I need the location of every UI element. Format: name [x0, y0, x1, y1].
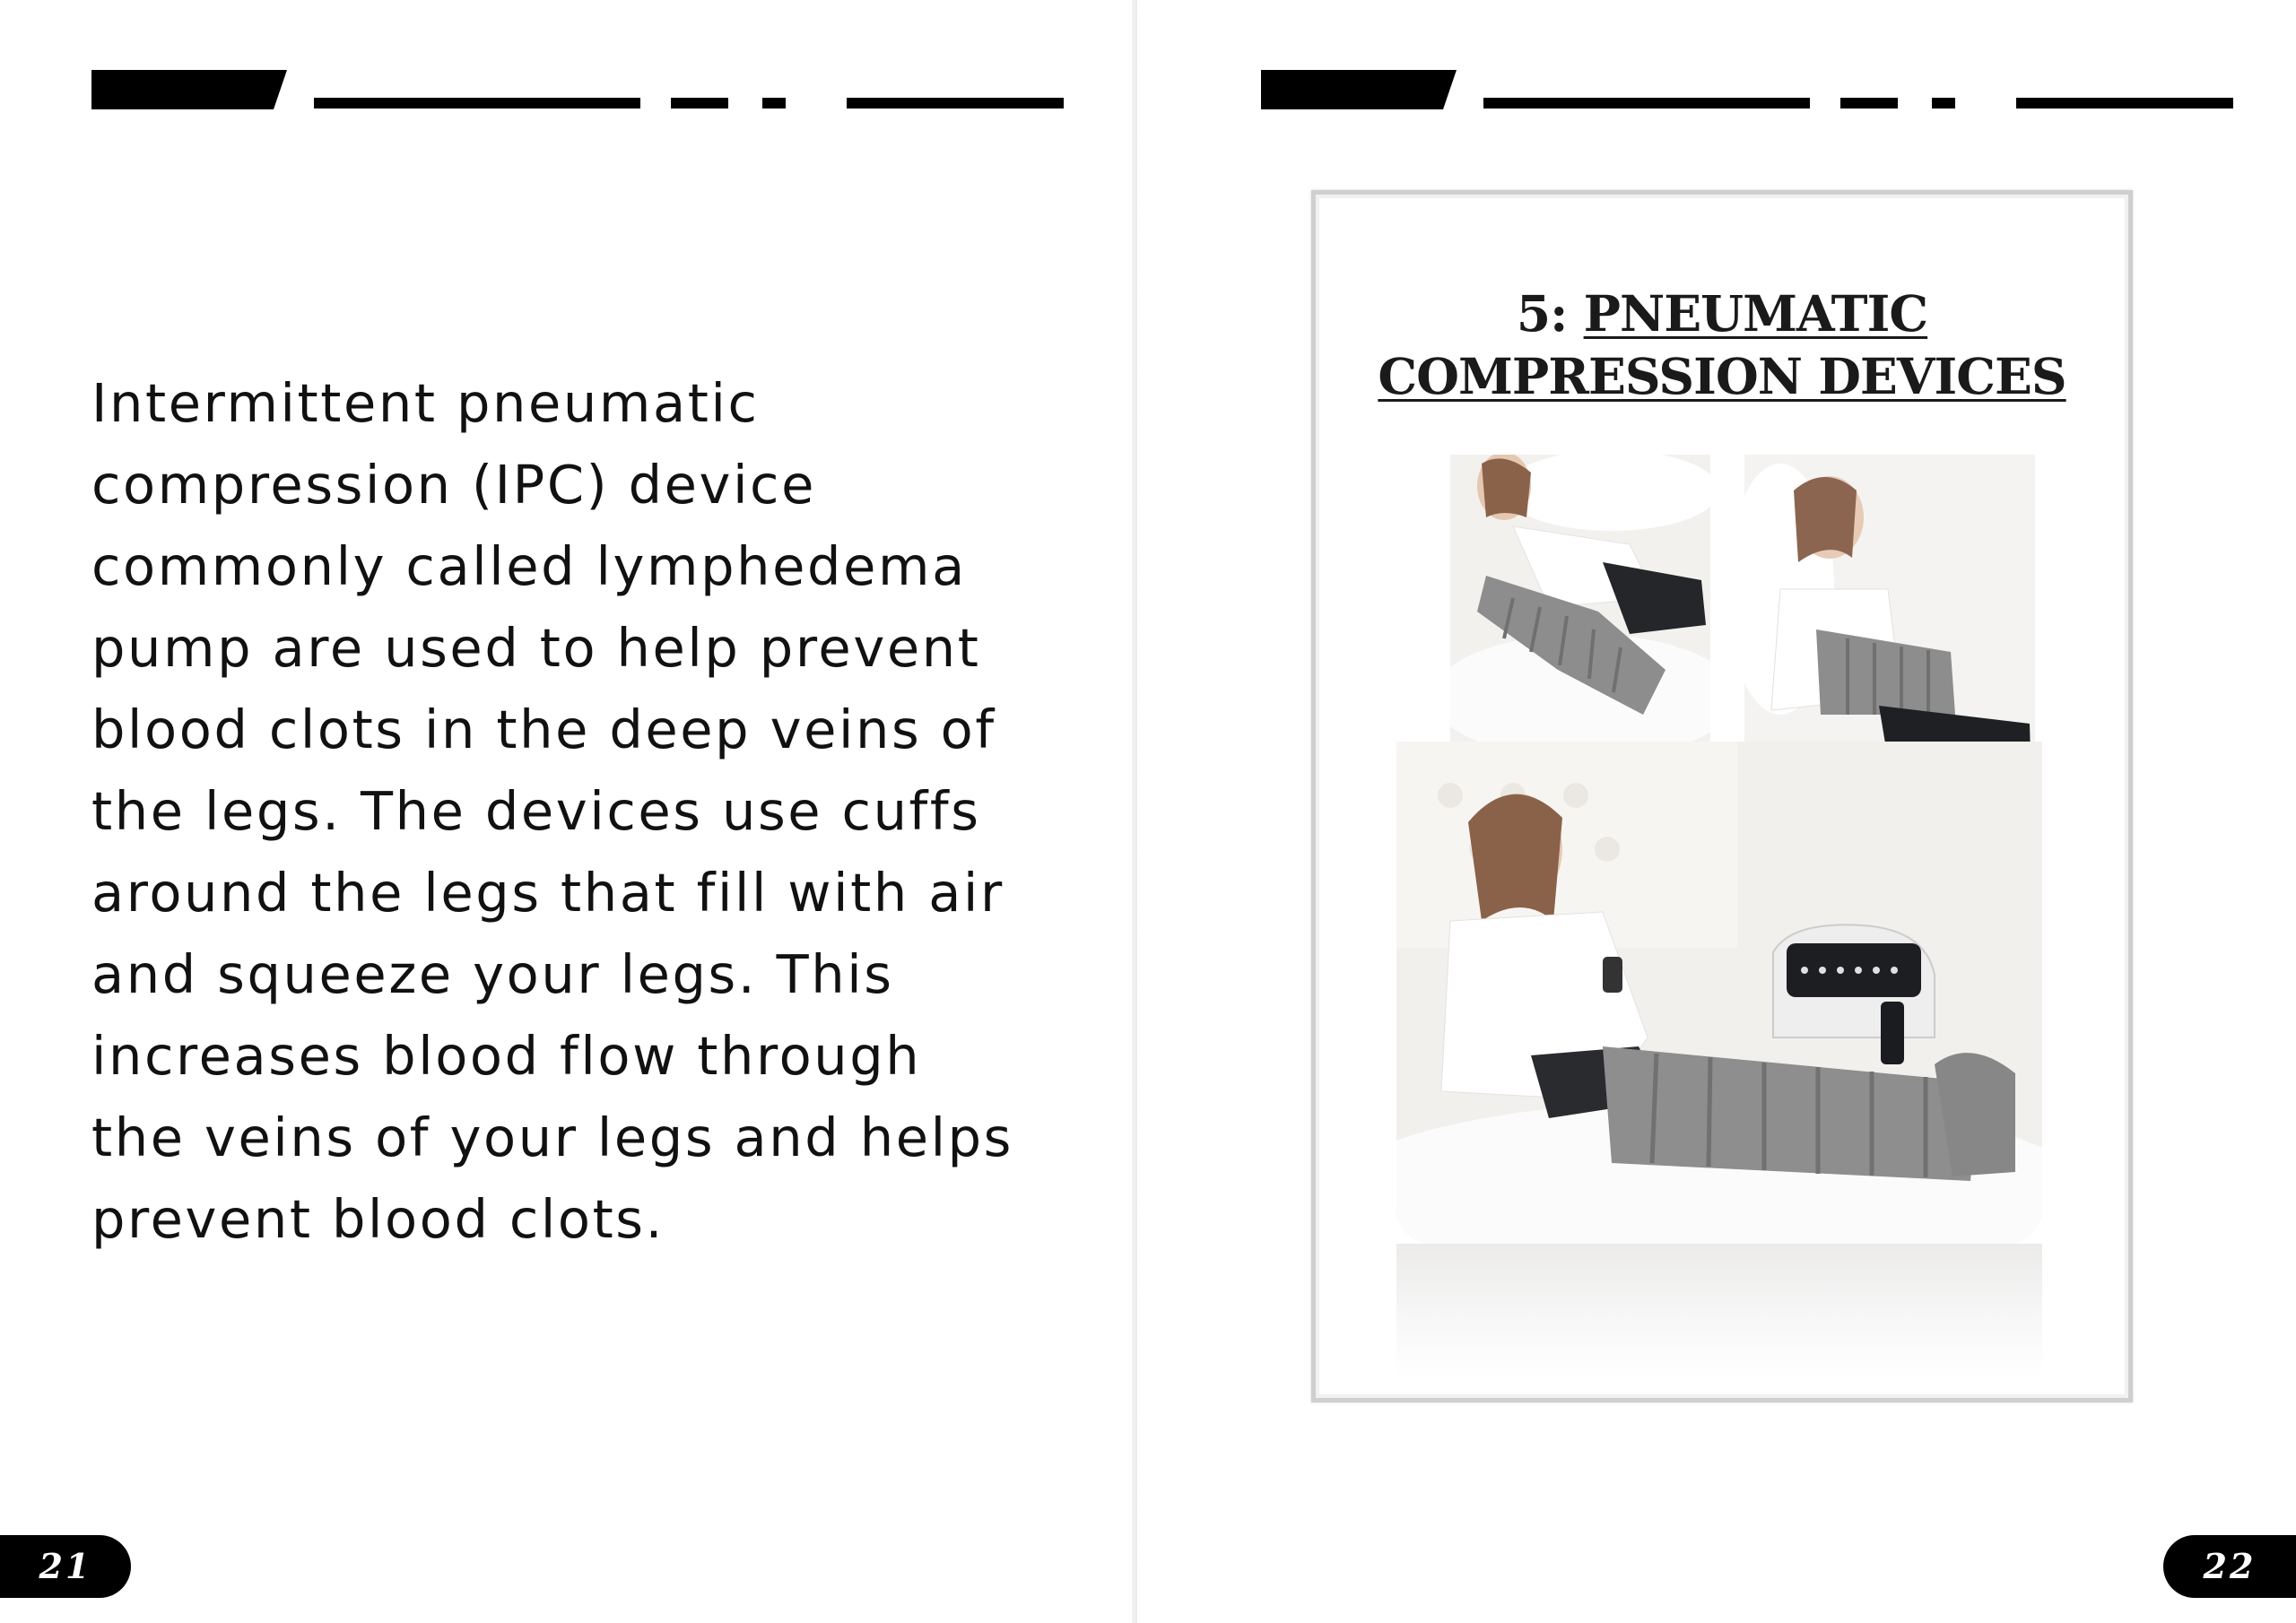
header-decoration: [1261, 68, 2233, 113]
product-photo-leg-cuff: [1450, 455, 1710, 743]
figure-title-prefix: 5:: [1516, 284, 1584, 343]
page-number-right: 22: [2163, 1535, 2296, 1598]
page-number-left: 21: [0, 1535, 131, 1598]
header-decoration: [91, 68, 1064, 113]
figure-card: [1311, 190, 2133, 1402]
photo-reflection: [1396, 1244, 2042, 1378]
figure-title-underlined: PNEUMATIC: [1583, 284, 1928, 343]
body-paragraph: Intermittent pneumatic compression (IPC) device commonly called lymphedema pump are used to help prevent blood clots in the deep veins of the legs. The devices use cuffs around the legs that fill with air and squeeze your legs. This increases blood flow through the veins of your legs and helps prevent blood clots.: [91, 372, 1013, 1250]
product-photo-full-system: [1396, 742, 2042, 1244]
figure-title-line2: COMPRESSION DEVICES: [1378, 347, 2066, 405]
figure-title: [1316, 282, 2128, 408]
left-page: [0, 0, 1137, 1623]
